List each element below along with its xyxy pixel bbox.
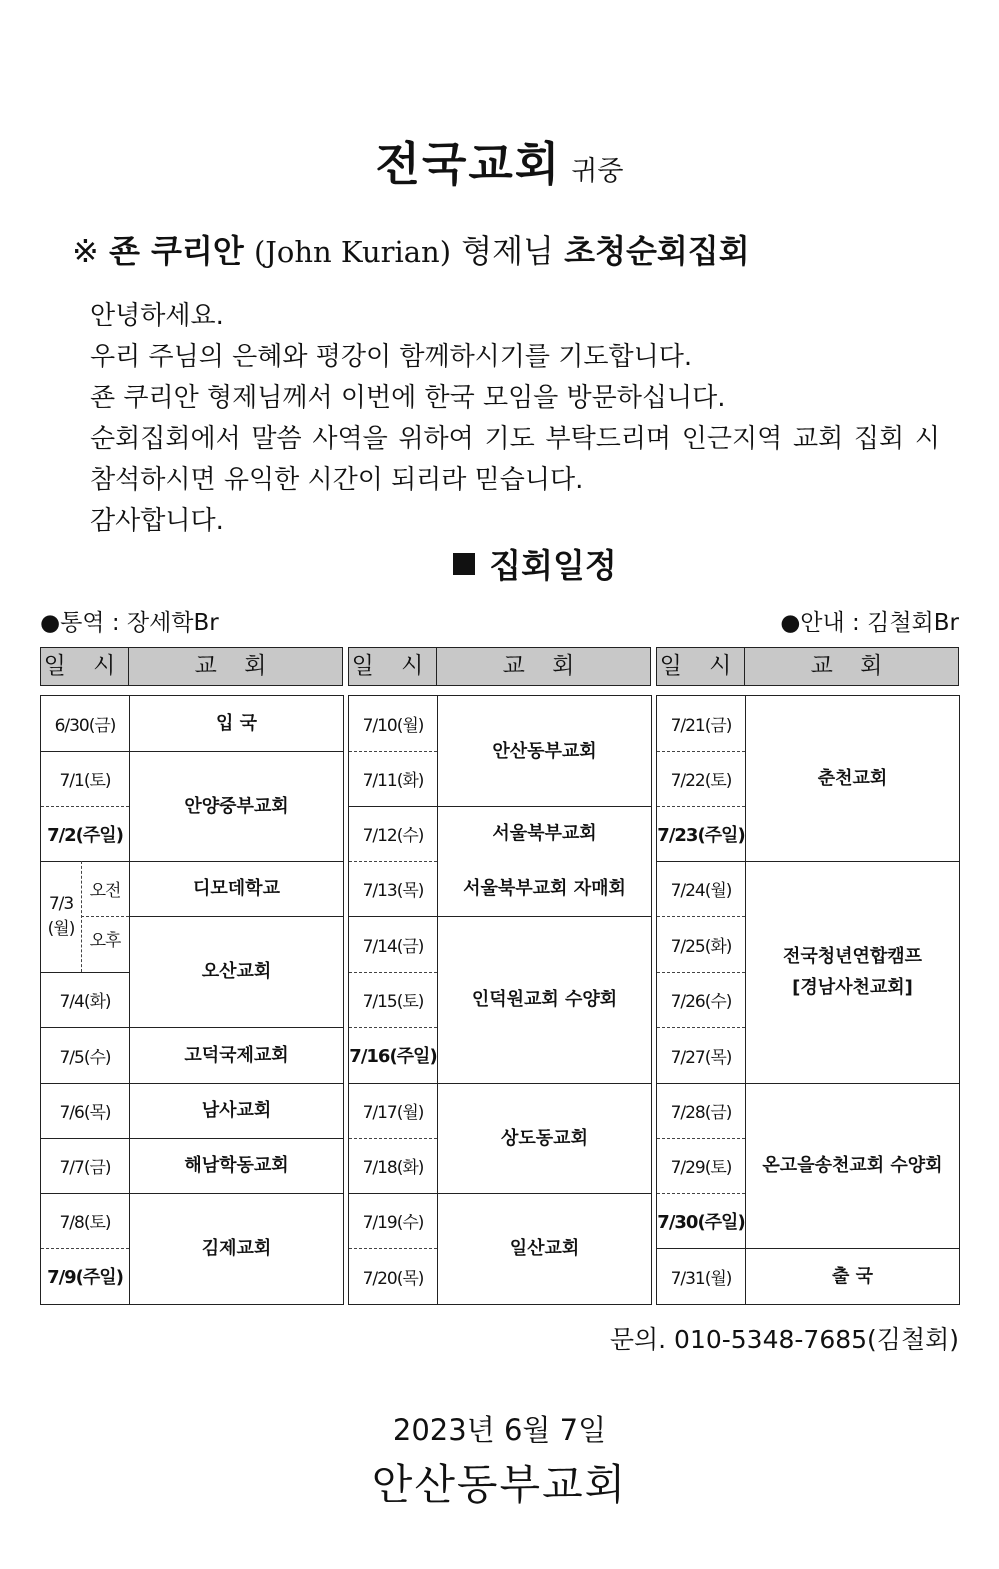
church-cell: 일산교회: [509, 1238, 580, 1259]
schedule-table-1: [40, 647, 344, 1288]
time-cell: 오전: [89, 881, 121, 901]
schedule-table-3: [656, 647, 960, 1289]
church-line: 전국청년연합캠프: [782, 946, 923, 967]
table-header: [348, 647, 652, 686]
date-cell: 7/19(수): [362, 1213, 424, 1233]
square-bullet-icon: [453, 553, 475, 575]
letter-line: 우리 주님의 은혜와 평강이 함께하시기를 기도합니다.: [90, 342, 693, 372]
date-cell: 7/16(주일): [349, 1046, 437, 1067]
date-cell: 7/9(주일): [47, 1267, 123, 1288]
interpreter-note: ●통역 : 장세학Br: [40, 610, 219, 636]
date-cell: 7/24(월): [670, 881, 732, 901]
church-cell: 서울북부교회 자매회: [463, 878, 626, 899]
church-cell: 디모데학교: [193, 878, 280, 899]
date-day: (월): [47, 919, 75, 939]
date-cell: 7/13(목): [362, 881, 424, 901]
schedule-grid: [40, 695, 344, 1305]
header-church: 교 회: [436, 647, 651, 686]
church-cell-multiline: [746, 861, 959, 1083]
date-cell: 7/11(화): [362, 771, 424, 791]
church-cell: 서울북부교회: [492, 823, 597, 844]
date-cell: 7/27(목): [670, 1047, 732, 1068]
date-cell: 7/10(월): [362, 716, 424, 736]
church-cell: 해남학동교회: [184, 1155, 289, 1176]
date-cell: 7/8(토): [59, 1213, 111, 1233]
date-cell: 7/17(월): [362, 1103, 424, 1123]
date-text: 7/3: [48, 894, 74, 914]
invitation-heading: [72, 226, 750, 272]
letter-line: 감사합니다.: [90, 506, 224, 536]
church-cell: 안산동부교회: [492, 740, 597, 762]
letter-body: [90, 296, 940, 542]
date-cell: 7/7(금): [59, 1158, 111, 1178]
speaker-name: 죤 쿠리안: [108, 232, 244, 270]
date-cell: 7/6(목): [59, 1103, 111, 1123]
church-cell: 온고을송천교회 수양회: [762, 1155, 943, 1176]
header-date: 일 시: [656, 647, 745, 686]
time-cell: 오후: [89, 931, 121, 951]
church-cell: 오산교회: [201, 961, 272, 982]
schedule-heading: [0, 540, 999, 587]
date-cell: 7/28(금): [670, 1103, 732, 1123]
date-cell: 7/25(화): [670, 936, 732, 957]
date-cell: 7/18(화): [362, 1158, 424, 1178]
church-cell: 상도동교회: [501, 1127, 588, 1149]
church-cell: 출 국: [831, 1265, 874, 1287]
guide-note: ●안내 : 김철회Br: [780, 610, 959, 636]
letter-line: 죤 쿠리안 형제님께서 이번에 한국 모임을 방문하십니다.: [90, 383, 726, 413]
date-cell-merged: [41, 861, 81, 972]
event-name: 초청순회집회: [564, 232, 750, 270]
table-header: [40, 647, 344, 686]
date-cell: 7/4(화): [59, 992, 111, 1012]
date-cell: 7/1(토): [59, 771, 111, 791]
schedule-grid: [348, 695, 652, 1305]
table-header: [656, 647, 960, 686]
header-church: 교 회: [744, 647, 959, 686]
church-cell: 춘천교회: [817, 768, 888, 789]
speaker-honorific: 형제님: [461, 232, 554, 270]
title-suffix: 귀중: [571, 156, 624, 187]
church-line: [경남사천교회]: [792, 977, 913, 998]
title-main: 전국교회: [375, 137, 562, 191]
letter-line: 참석하시면 유익한 시간이 되리라 믿습니다.: [90, 465, 584, 495]
sender-church: 안산동부교회: [371, 1460, 628, 1509]
date-cell: 7/23(주일): [657, 824, 745, 846]
reference-mark: ※: [72, 232, 99, 270]
date-cell: 7/29(토): [670, 1158, 732, 1178]
date-cell: 7/14(금): [362, 936, 424, 957]
header-date: 일 시: [348, 647, 437, 686]
date-cell: 7/2(주일): [47, 824, 123, 846]
church-cell: 입 국: [215, 713, 258, 734]
date-cell: 7/30(주일): [657, 1211, 745, 1233]
schedule-grid: [656, 695, 960, 1305]
church-cell: 남사교회: [201, 1100, 272, 1121]
date-cell: 7/31(월): [670, 1268, 732, 1289]
church-cell: 안양중부교회: [184, 795, 289, 817]
letter-line: 순회집회에서 말씀 사역을 위하여 기도 부탁드리며 인근지역 교회 집회 시: [90, 424, 940, 454]
page-title: [0, 128, 999, 194]
schedule-table-2: [348, 647, 652, 1289]
church-cell: 김제교회: [201, 1238, 272, 1259]
header-date: 일 시: [40, 647, 129, 686]
date-cell: 7/20(목): [362, 1268, 424, 1289]
inquiry-contact: 문의. 010-5348-7685(김철회): [609, 1325, 959, 1354]
church-cell: 인덕원교회 수양회: [471, 989, 618, 1010]
letter-line: 안녕하세요.: [90, 301, 224, 331]
date-cell: 7/21(금): [670, 716, 732, 736]
church-cell: 고덕국제교회: [184, 1044, 289, 1066]
schedule-title-text: 집회일정: [489, 546, 617, 585]
date-cell: 7/5(수): [59, 1047, 111, 1068]
date-cell: 7/22(토): [670, 771, 732, 791]
date-cell: 7/12(수): [362, 826, 424, 846]
issue-date: 2023년 6월 7일: [392, 1413, 607, 1447]
speaker-english-name: (John Kurian): [253, 235, 452, 269]
date-cell: 7/26(수): [670, 992, 732, 1012]
date-cell: 6/30(금): [54, 716, 116, 736]
date-cell: 7/15(토): [362, 992, 424, 1012]
header-church: 교 회: [128, 647, 343, 686]
